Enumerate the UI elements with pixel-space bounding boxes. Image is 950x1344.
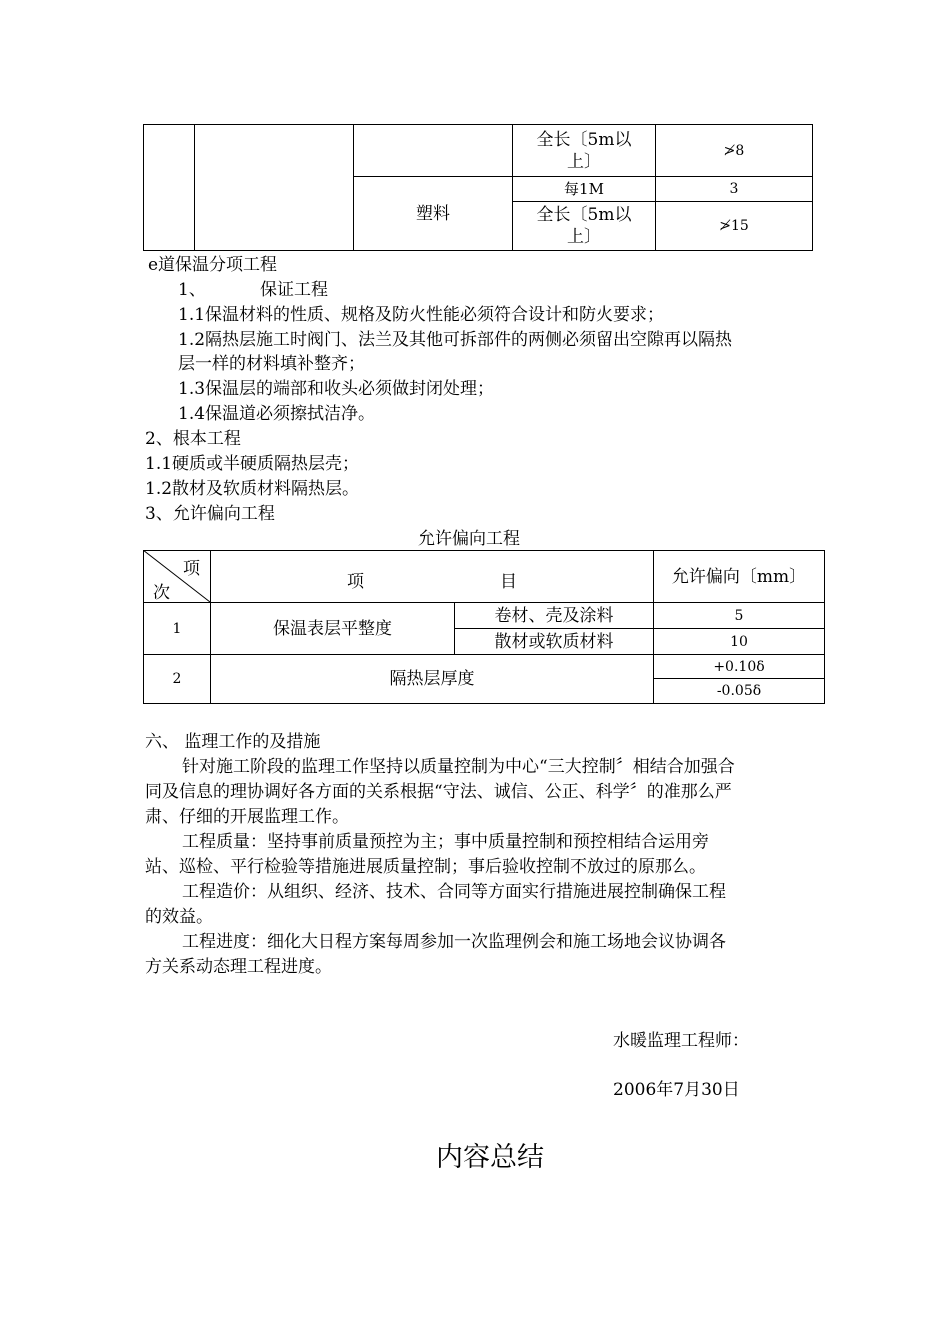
- table-cell-value: 3: [729, 181, 739, 197]
- section-heading: 六、 监理工作的及措施: [145, 732, 321, 752]
- table-cell-item: 全长〔5m以 上〕: [536, 129, 632, 172]
- paragraph-line: 针对施工阶段的监理工作坚持以质量控制为中心“三大控制〞相结合加强合: [182, 757, 735, 777]
- paragraph-line: 的效益。: [145, 907, 213, 927]
- list-item: 1.4保温道必须擦拭洁净。: [178, 404, 376, 424]
- table-cell-item: 全长〔5m以 上〕: [536, 205, 632, 247]
- allow-title: 3、允许偏向工程: [145, 504, 275, 524]
- table-cell-value: ≯8: [723, 142, 745, 159]
- list-item: 1.2散材及软质材料隔热层。: [145, 479, 360, 499]
- paragraph-line: 站、巡检、平行检验等措施进展质量控制；事后验收控制不放过的原那么。: [145, 857, 706, 877]
- header-diag-bottom: 次: [153, 583, 170, 603]
- header-item-left: 项: [347, 572, 364, 592]
- list-item: 1.3保温层的端部和收头必须做封闭处理；: [178, 379, 495, 399]
- guarantee-title: 保证工程: [260, 280, 328, 300]
- list-item: 1.2隔热层施工时阀门、法兰及其他可拆部件的两侧必须留出空隙再以隔热: [178, 330, 733, 350]
- row-value: +0.10δ: [713, 658, 765, 675]
- list-item: 1.1保温材料的性质、规格及防火性能必须符合设计和防火要求；: [178, 305, 665, 325]
- signature-label: 水暖监理工程师：: [613, 1031, 749, 1051]
- paragraph-line: 工程质量：坚持事前质量预控为主；事中质量控制和预控相结合运用旁: [182, 832, 709, 852]
- header-allow: 允许偏向〔mm〕: [671, 566, 807, 587]
- row-name: 保温表层平整度: [273, 618, 392, 639]
- row-sub: 散材或软质材料: [494, 631, 614, 652]
- table-caption: 允许偏向工程: [418, 529, 520, 549]
- list-item: 1.1硬质或半硬质隔热层壳；: [145, 454, 360, 474]
- header-diag-top: 项: [183, 559, 200, 579]
- paragraph-line: 工程进度：细化大日程方案每周参加一次监理例会和施工场地会议协调各: [182, 932, 726, 952]
- paragraph-line: 方关系动态理工程进度。: [145, 957, 332, 977]
- table-cell-category: 塑料: [416, 203, 450, 224]
- basic-title: 2、根本工程: [145, 429, 241, 449]
- header-item-right: 目: [500, 572, 517, 592]
- table-cell-value: ≯15: [719, 218, 749, 234]
- summary-title: 内容总结: [436, 1142, 544, 1173]
- row-name: 隔热层厚度: [389, 669, 475, 689]
- paragraph-line: 工程造价：从组织、经济、技术、合同等方面实行措施进展控制确保工程: [182, 882, 726, 902]
- signature-date: 2006年7月30日: [613, 1080, 740, 1100]
- guarantee-number: 1、: [178, 280, 206, 300]
- row-value: 10: [730, 633, 748, 650]
- row-value: 5: [734, 607, 744, 624]
- row-value: -0.05δ: [716, 683, 762, 699]
- row-number: 2: [172, 671, 182, 687]
- table-cell-item: 每1M: [564, 180, 604, 198]
- paragraph-line: 肃、仔细的开展监理工作。: [145, 807, 349, 827]
- paragraph-line: 同及信息的理协调好各方面的关系根据“守法、诚信、公正、科学〞的准那么严: [145, 782, 732, 802]
- list-item: 层一样的材料填补整齐；: [178, 354, 365, 374]
- row-number: 1: [172, 620, 182, 637]
- row-sub: 卷材、壳及涂料: [494, 605, 614, 626]
- section-heading: e道保温分项工程: [148, 255, 278, 275]
